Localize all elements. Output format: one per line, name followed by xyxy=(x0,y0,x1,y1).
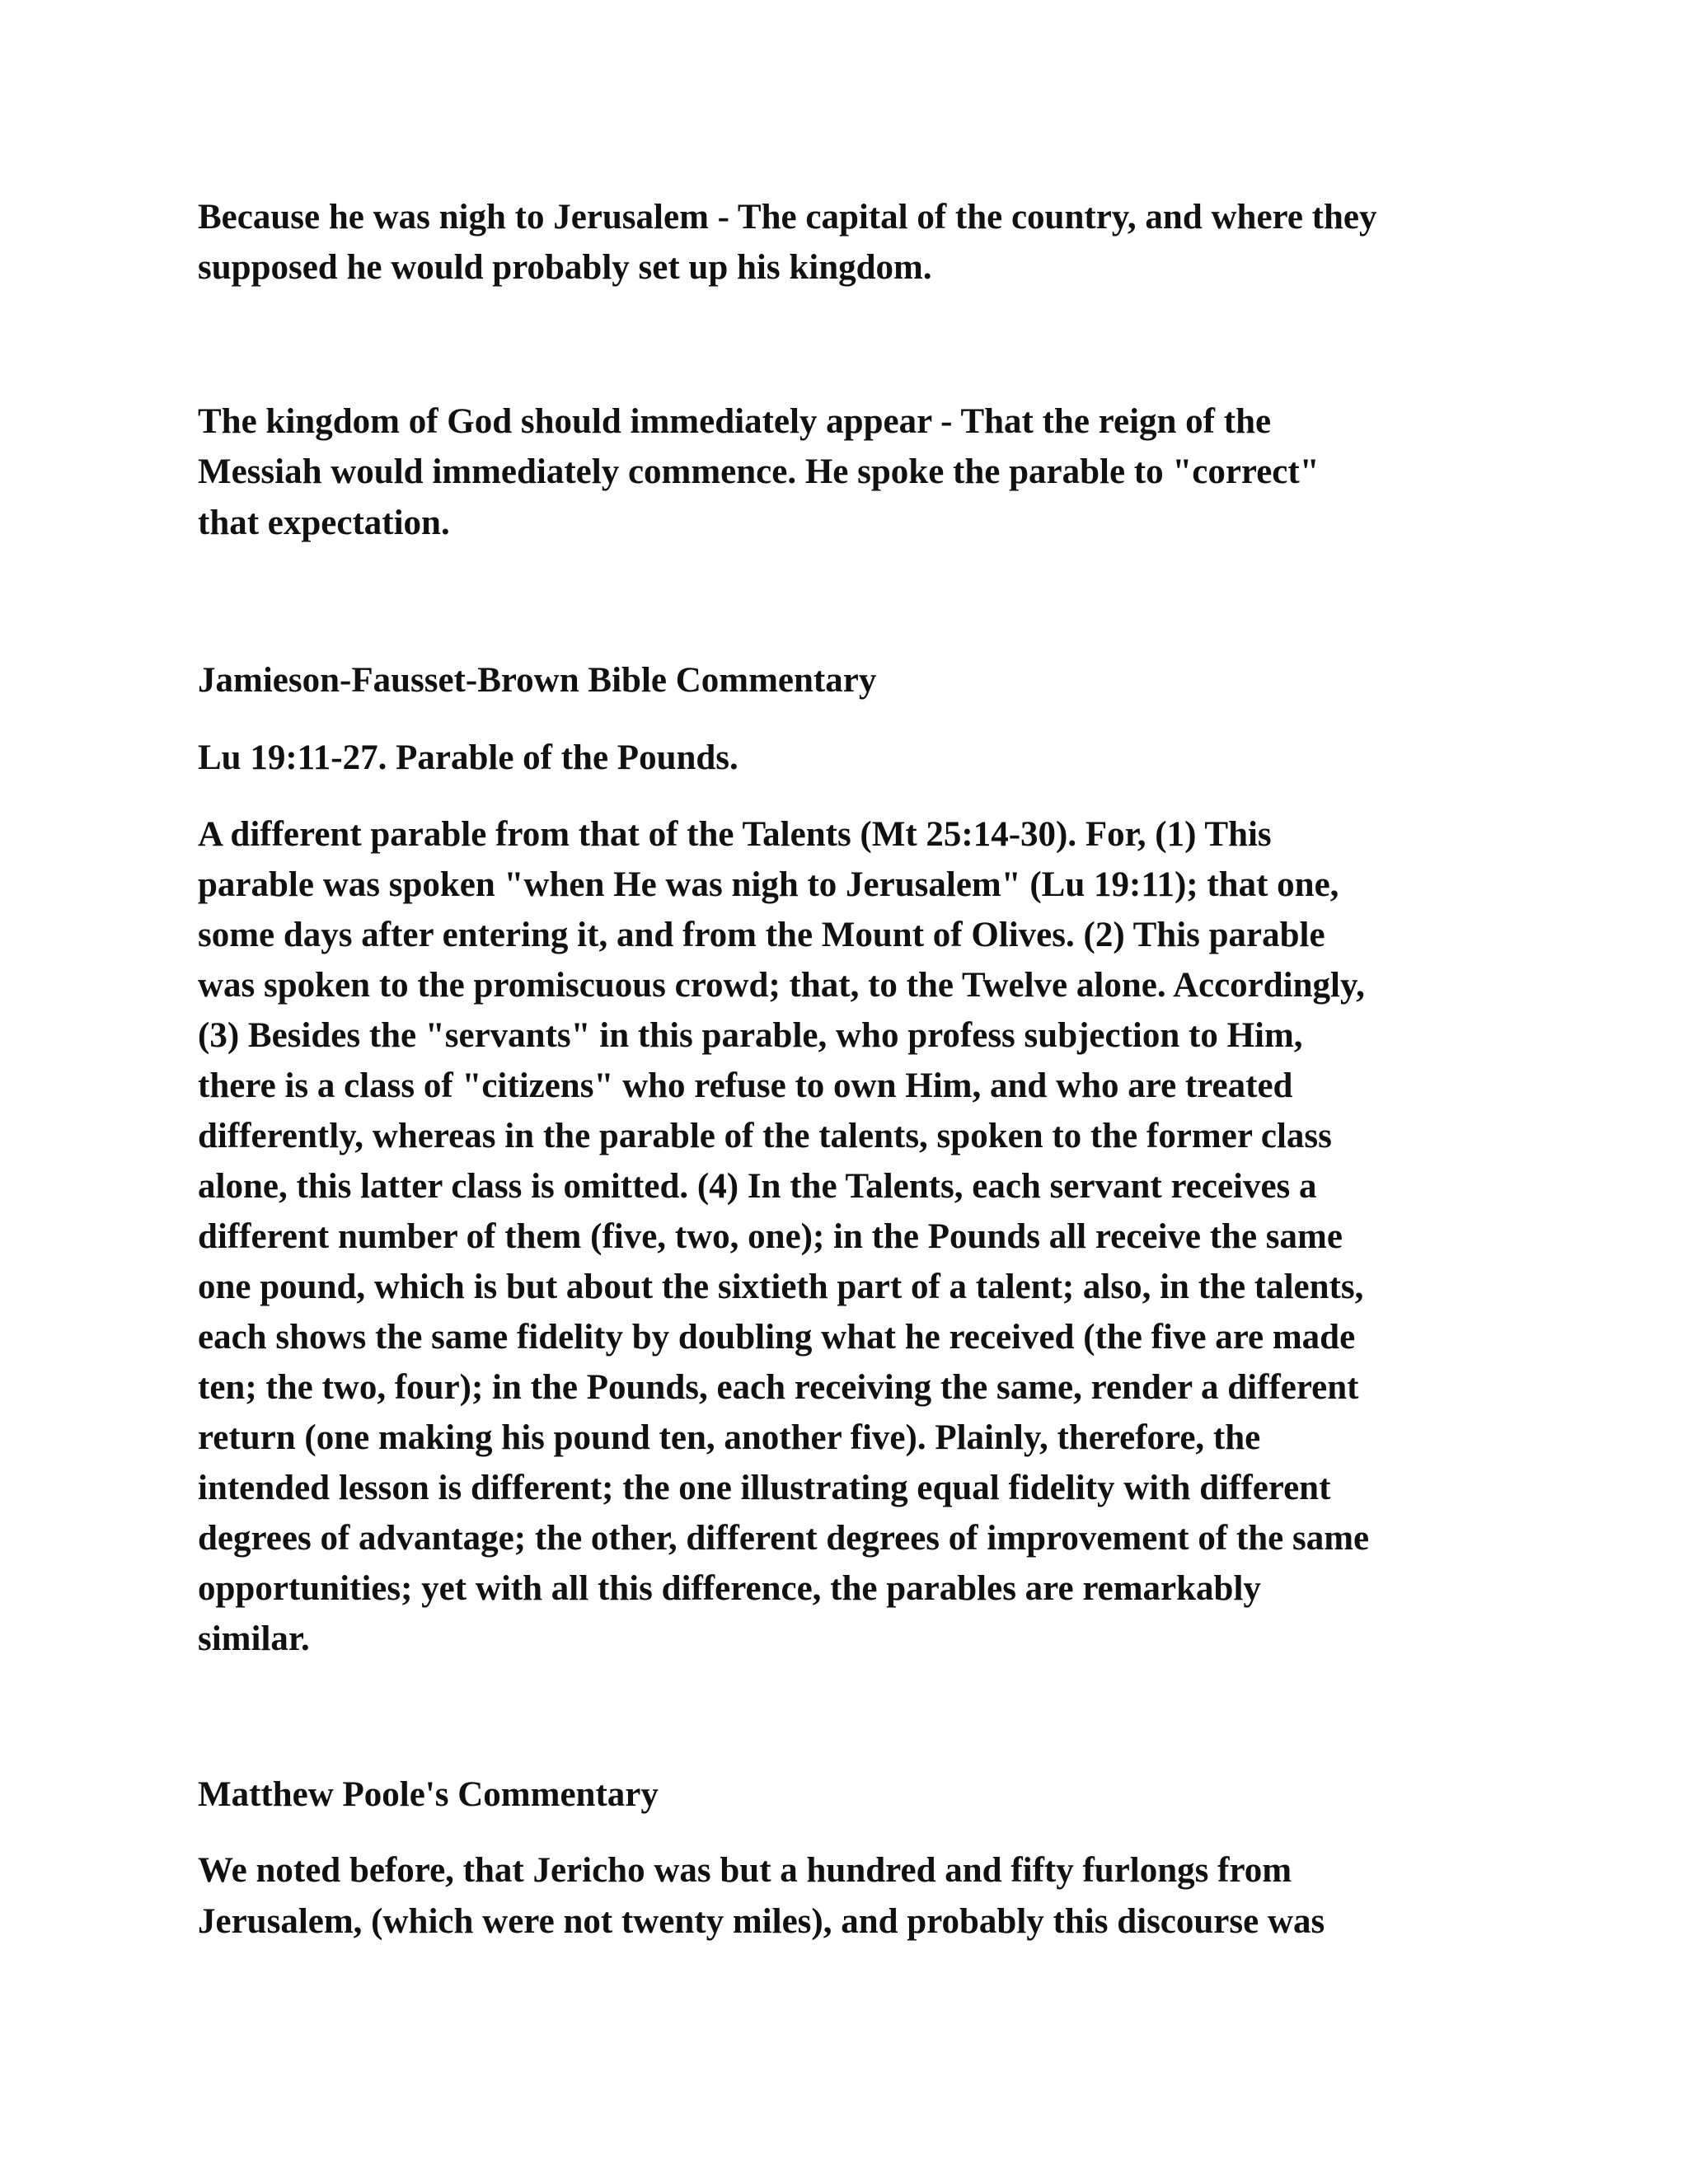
jfb-line-12: ten; the two, four); in the Pounds, each receiving the same, render a different xyxy=(198,1368,1359,1407)
jfb-line-7: differently, whereas in the parable of the talents, spoken to the former class xyxy=(198,1117,1332,1155)
paragraph-2-line-3: that expectation. xyxy=(198,504,450,542)
paragraph-1-line-1: Because he was nigh to Jerusalem - The capital of the country, and where they xyxy=(198,198,1377,237)
jfb-line-15: degrees of advantage; the other, different degrees of improvement of the same xyxy=(198,1519,1370,1558)
jfb-line-5: (3) Besides the "servants" in this parable, who profess subjection to Him, xyxy=(198,1016,1303,1055)
jfb-line-11: each shows the same fidelity by doubling what he received (the five are made xyxy=(198,1318,1356,1357)
jfb-line-10: one pound, which is but about the sixtieth part of a talent; also, in the talents, xyxy=(198,1268,1364,1306)
jfb-line-16: opportunities; yet with all this difference, the parables are remarkably xyxy=(198,1569,1261,1608)
jfb-line-17: similar. xyxy=(198,1619,310,1658)
paragraph-2-line-2: Messiah would immediately commence. He spoke the parable to "correct" xyxy=(198,452,1320,491)
jfb-line-14: intended lesson is different; the one illustrating equal fidelity with different xyxy=(198,1469,1331,1507)
poole-line-2: Jerusalem, (which were not twenty miles), and probably this discourse was xyxy=(198,1902,1325,1941)
section-heading-poole: Matthew Poole's Commentary xyxy=(198,1775,659,1814)
paragraph-2-line-1: The kingdom of God should immediately appear - That the reign of the xyxy=(198,402,1272,441)
jfb-line-3: some days after entering it, and from the Mount of Olives. (2) This parable xyxy=(198,916,1325,954)
jfb-line-9: different number of them (five, two, one); in the Pounds all receive the same xyxy=(198,1217,1343,1256)
jfb-line-1: A different parable from that of the Talents (Mt 25:14-30). For, (1) This xyxy=(198,815,1272,854)
jfb-line-6: there is a class of "citizens" who refuse to own Him, and who are treated xyxy=(198,1066,1293,1105)
passage-heading: Lu 19:11-27. Parable of the Pounds. xyxy=(198,738,738,777)
jfb-line-8: alone, this latter class is omitted. (4) In the Talents, each servant receives a xyxy=(198,1167,1317,1206)
paragraph-1-line-2: supposed he would probably set up his kingdom. xyxy=(198,248,932,287)
jfb-line-2: parable was spoken "when He was nigh to Jerusalem" (Lu 19:11); that one, xyxy=(198,865,1339,904)
poole-line-1: We noted before, that Jericho was but a hundred and fifty furlongs from xyxy=(198,1851,1292,1890)
section-heading-jfb: Jamieson-Fausset-Brown Bible Commentary xyxy=(198,661,877,700)
jfb-line-13: return (one making his pound ten, another five). Plainly, therefore, the xyxy=(198,1418,1261,1457)
jfb-line-4: was spoken to the promiscuous crowd; that, to the Twelve alone. Accordingly, xyxy=(198,966,1365,1005)
